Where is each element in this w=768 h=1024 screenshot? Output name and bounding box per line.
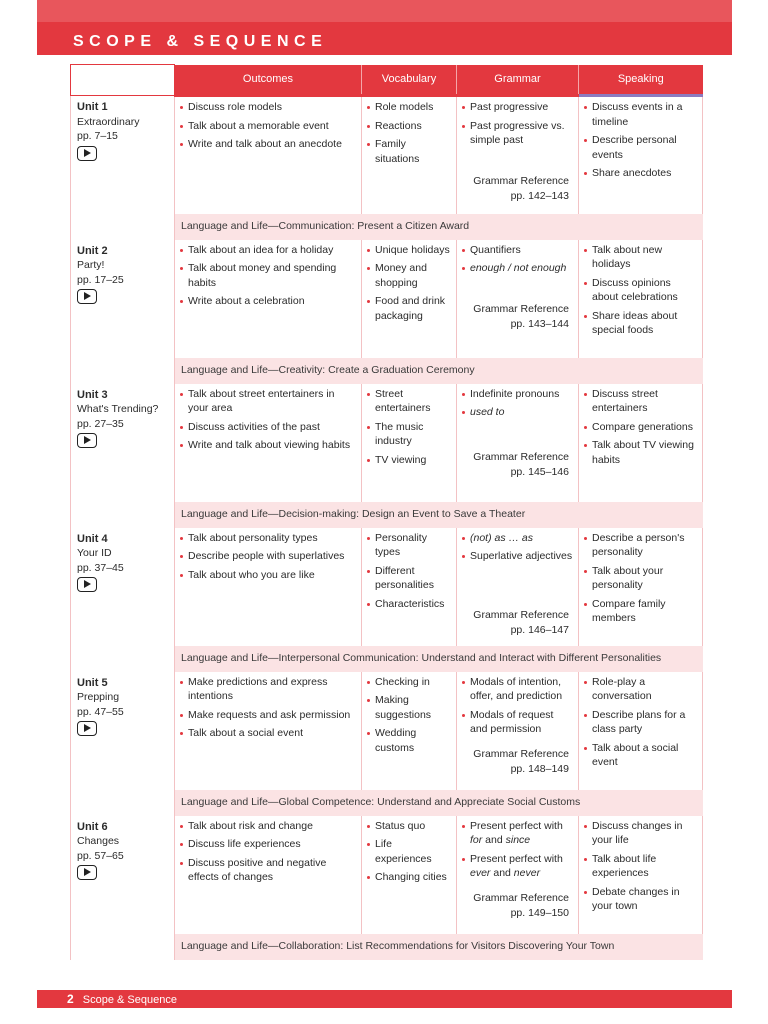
play-video-icon[interactable]	[77, 865, 97, 880]
grammar-reference-label: Grammar Reference	[473, 891, 569, 904]
list-item: Money and shopping	[367, 261, 451, 290]
play-video-icon[interactable]	[77, 577, 97, 592]
grammar-italic-term: ever	[470, 867, 491, 879]
grammar-reference	[462, 174, 573, 204]
unit-cell	[71, 816, 175, 934]
vocabulary-cell	[362, 528, 457, 646]
outcomes-cell	[175, 816, 362, 934]
list-item: Talk about new holidays	[584, 243, 697, 272]
grammar-text: Present perfect with	[470, 819, 563, 832]
grammar-italic-term: since	[505, 834, 531, 846]
list-item: Changing cities	[367, 870, 451, 885]
list-item: Indefinite pronouns	[462, 387, 573, 402]
unit-cell	[71, 96, 175, 214]
speaking-cell	[579, 384, 703, 502]
grammar-reference	[462, 450, 573, 480]
list-item: Describe people with superlatives	[180, 549, 356, 564]
unit-title: Your ID	[77, 547, 112, 559]
column-header-speaking: Speaking	[579, 65, 703, 96]
list-item: Talk about personality types	[180, 531, 356, 546]
list-item: Debate changes in your town	[584, 885, 697, 914]
outcomes-cell	[175, 672, 362, 790]
list-item: Talk about TV viewing habits	[584, 438, 697, 467]
grammar-reference	[462, 747, 573, 777]
language-and-life-row	[71, 934, 703, 960]
unit-name: Unit 3	[77, 388, 108, 401]
list-item: Make predictions and express intentions	[180, 675, 356, 704]
list-item: Talk about street entertainers in your area	[180, 387, 356, 416]
list-item: Write about a celebration	[180, 294, 356, 309]
scope-sequence-table	[70, 64, 703, 960]
unit-cell	[71, 240, 175, 358]
speaking-cell	[579, 528, 703, 646]
list-item: Write and talk about an anecdote	[180, 137, 356, 152]
language-and-life-spacer	[71, 790, 175, 816]
list-item: Discuss opinions about celebrations	[584, 276, 697, 305]
grammar-reference-label: Grammar Reference	[473, 174, 569, 187]
list-item: (not) as … as	[462, 531, 573, 546]
list-item: Describe a person's personality	[584, 531, 697, 560]
grammar-reference-label: Grammar Reference	[473, 450, 569, 463]
unit-title: Prepping	[77, 691, 120, 703]
list-item: Wedding customs	[367, 726, 451, 755]
list-item: Characteristics	[367, 597, 451, 612]
list-item: The music industry	[367, 420, 451, 449]
vocabulary-cell	[362, 384, 457, 502]
list-item: Past progressive	[462, 100, 573, 115]
grammar-reference-pages: pp. 142–143	[510, 189, 569, 202]
grammar-cell	[457, 96, 579, 214]
list-item: Compare family members	[584, 597, 697, 626]
speaking-cell	[579, 816, 703, 934]
play-video-icon[interactable]	[77, 721, 97, 736]
language-and-life-row	[71, 790, 703, 816]
list-item: Family situations	[367, 137, 451, 166]
language-and-life-row	[71, 358, 703, 384]
grammar-reference-label: Grammar Reference	[473, 302, 569, 315]
grammar-reference	[462, 608, 573, 638]
list-item: Talk about a memorable event	[180, 119, 356, 134]
list-item: Role-play a conversation	[584, 675, 697, 704]
list-item: Compare generations	[584, 420, 697, 435]
grammar-cell	[457, 816, 579, 934]
unit-cell	[71, 672, 175, 790]
grammar-italic-term: never	[513, 867, 541, 879]
list-item: Checking in	[367, 675, 451, 690]
column-header-outcomes: Outcomes	[175, 65, 362, 96]
list-item: Superlative adjectives	[462, 549, 573, 564]
grammar-cell	[457, 672, 579, 790]
grammar-reference-pages: pp. 146–147	[510, 623, 569, 636]
list-item: Discuss role models	[180, 100, 356, 115]
list-item: Talk about money and spending habits	[180, 261, 356, 290]
list-item: Share anecdotes	[584, 166, 697, 181]
list-item: Talk about an idea for a holiday	[180, 243, 356, 258]
unit-title: What's Trending?	[77, 403, 159, 415]
table-row-unit-3	[71, 384, 703, 502]
language-and-life-spacer	[71, 934, 175, 960]
list-item: enough / not enough	[462, 261, 573, 276]
grammar-reference-pages: pp. 145–146	[510, 465, 569, 478]
table-body	[71, 96, 703, 960]
language-and-life-text: Language and Life—Communication: Present a Citizen Award	[175, 214, 703, 240]
outcomes-cell	[175, 96, 362, 214]
list-item: used to	[462, 405, 573, 420]
list-item: Talk about life experiences	[584, 852, 697, 881]
language-and-life-text: Language and Life—Global Competence: Understand and Appreciate Social Customs	[175, 790, 703, 816]
grammar-reference-label: Grammar Reference	[473, 608, 569, 621]
list-item: Describe plans for a class party	[584, 708, 697, 737]
play-video-icon[interactable]	[77, 289, 97, 304]
list-item: Discuss events in a timeline	[584, 100, 697, 129]
grammar-text: and	[482, 834, 506, 846]
language-and-life-row	[71, 646, 703, 672]
vocabulary-cell	[362, 672, 457, 790]
unit-pages: pp. 27–35	[77, 417, 124, 430]
language-and-life-row	[71, 214, 703, 240]
unit-name: Unit 2	[77, 244, 108, 257]
grammar-reference	[462, 891, 573, 921]
unit-name: Unit 4	[77, 532, 108, 545]
outcomes-cell	[175, 528, 362, 646]
grammar-reference-pages: pp. 149–150	[510, 906, 569, 919]
table-row-unit-5	[71, 672, 703, 790]
list-item: Unique holidays	[367, 243, 451, 258]
footer-bar	[37, 990, 732, 1008]
grammar-text: Present perfect with	[470, 852, 563, 865]
grammar-italic-term: for	[470, 834, 483, 846]
list-item	[462, 819, 573, 848]
list-item: Talk about your personality	[584, 564, 697, 593]
top-banner-band	[37, 0, 732, 22]
list-item: Talk about a social event	[180, 726, 356, 741]
unit-title: Extraordinary	[77, 115, 140, 128]
table-row-unit-6	[71, 816, 703, 934]
table-row-unit-1	[71, 96, 703, 214]
list-item: Talk about risk and change	[180, 819, 356, 834]
grammar-reference-label: Grammar Reference	[473, 747, 569, 760]
list-item: Make requests and ask permission	[180, 708, 356, 723]
list-item: Discuss positive and negative effects of changes	[180, 856, 356, 885]
unit-pages: pp. 7–15	[77, 130, 118, 142]
list-item: Food and drink packaging	[367, 294, 451, 323]
list-item: Quantifiers	[462, 243, 573, 258]
language-and-life-text: Language and Life—Collaboration: List Recommendations for Visitors Discovering Your Town	[175, 934, 703, 960]
language-and-life-text: Language and Life—Creativity: Create a Graduation Ceremony	[175, 358, 703, 384]
list-item: Reactions	[367, 119, 451, 134]
vocabulary-cell	[362, 240, 457, 358]
list-item: Discuss changes in your life	[584, 819, 697, 848]
table-header-row	[71, 65, 703, 96]
vocabulary-cell	[362, 816, 457, 934]
language-and-life-spacer	[71, 502, 175, 528]
list-item: TV viewing	[367, 453, 451, 468]
list-item: Different personalities	[367, 564, 451, 593]
list-item: Discuss life experiences	[180, 837, 356, 852]
list-item: Modals of intention, offer, and prediction	[462, 675, 573, 704]
language-and-life-row	[71, 502, 703, 528]
unit-name: Unit 5	[77, 676, 108, 689]
unit-name: Unit 6	[77, 820, 108, 833]
top-banner	[37, 0, 732, 55]
list-item: Discuss street entertainers	[584, 387, 697, 416]
speaking-cell	[579, 96, 703, 214]
grammar-text: and	[490, 867, 514, 879]
unit-pages: pp. 37–45	[77, 561, 124, 574]
vocabulary-cell	[362, 96, 457, 214]
header-blank-cell	[71, 65, 175, 96]
page-title: SCOPE & SEQUENCE	[73, 33, 328, 50]
list-item: Talk about a social event	[584, 741, 697, 770]
list-item: Describe personal events	[584, 133, 697, 162]
scope-sequence-table-wrap	[70, 64, 702, 960]
list-item: Street entertainers	[367, 387, 451, 416]
language-and-life-spacer	[71, 214, 175, 240]
column-header-vocabulary: Vocabulary	[362, 65, 457, 96]
outcomes-cell	[175, 384, 362, 502]
column-header-grammar: Grammar	[457, 65, 579, 96]
unit-name: Unit 1	[77, 101, 108, 113]
grammar-cell	[457, 384, 579, 502]
language-and-life-spacer	[71, 358, 175, 384]
list-item: Modals of request and permission	[462, 708, 573, 737]
list-item: Past progressive vs. simple past	[462, 119, 573, 148]
list-item: Talk about who you are like	[180, 568, 356, 583]
grammar-reference-pages: pp. 143–144	[510, 317, 569, 330]
unit-cell	[71, 528, 175, 646]
list-item: Making suggestions	[367, 693, 451, 722]
list-item	[462, 852, 573, 881]
list-item: Role models	[367, 100, 451, 115]
unit-pages: pp. 17–25	[77, 273, 124, 286]
footer-label: Scope & Sequence	[82, 994, 177, 1006]
unit-title: Changes	[77, 835, 120, 847]
unit-pages: pp. 57–65	[77, 849, 124, 862]
list-item: Personality types	[367, 531, 451, 560]
page-number: 2	[67, 992, 74, 1006]
list-item: Discuss activities of the past	[180, 420, 356, 435]
table-row-unit-2	[71, 240, 703, 358]
grammar-reference	[462, 302, 573, 332]
list-item: Status quo	[367, 819, 451, 834]
list-item: Write and talk about viewing habits	[180, 438, 356, 453]
language-and-life-spacer	[71, 646, 175, 672]
speaking-cell	[579, 672, 703, 790]
language-and-life-text: Language and Life—Decision-making: Design an Event to Save a Theater	[175, 502, 703, 528]
table-row-unit-4	[71, 528, 703, 646]
list-item: Share ideas about special foods	[584, 309, 697, 338]
grammar-cell	[457, 240, 579, 358]
outcomes-cell	[175, 240, 362, 358]
list-item: Life experiences	[367, 837, 451, 866]
grammar-reference-pages: pp. 148–149	[510, 762, 569, 775]
language-and-life-text: Language and Life—Interpersonal Communication: Understand and Interact with Different Personalities	[175, 646, 703, 672]
play-video-icon[interactable]	[77, 433, 97, 448]
unit-title: Party!	[77, 259, 105, 271]
unit-pages: pp. 47–55	[77, 705, 124, 718]
play-video-icon[interactable]	[77, 146, 97, 161]
grammar-cell	[457, 528, 579, 646]
unit-cell	[71, 384, 175, 502]
speaking-cell	[579, 240, 703, 358]
